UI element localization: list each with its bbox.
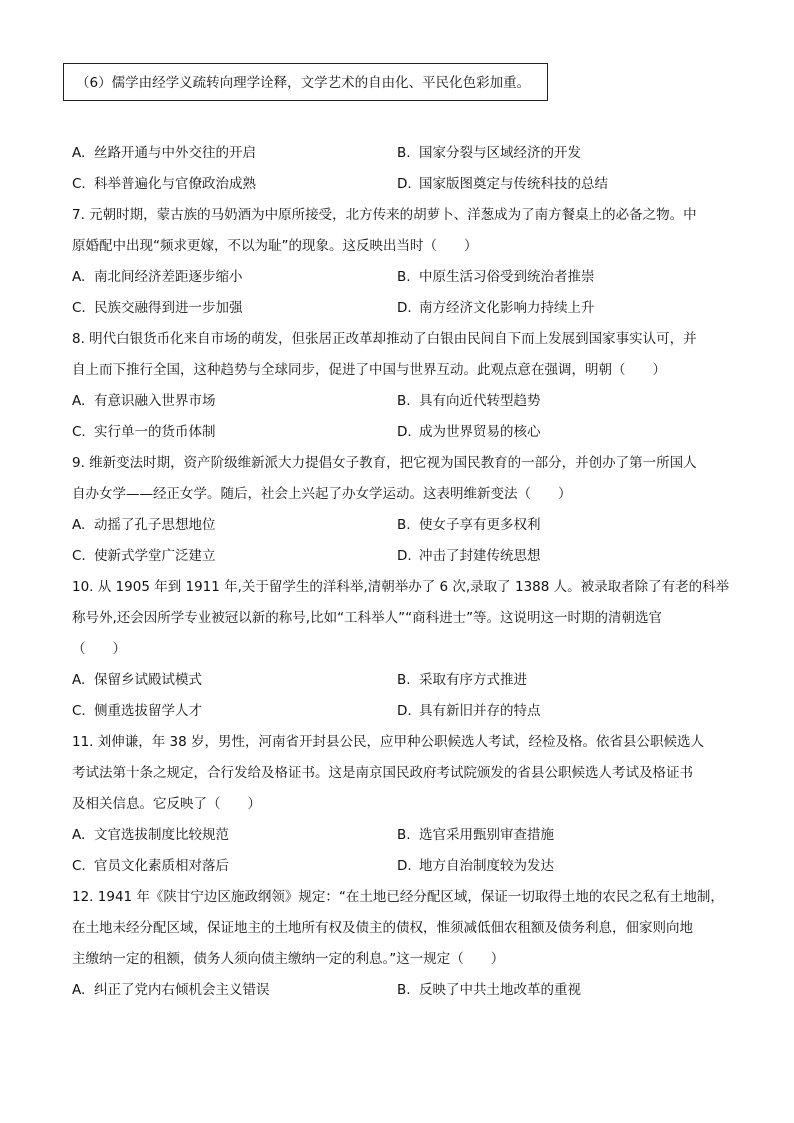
- q10-stem-line: （ ）: [72, 641, 126, 657]
- q6-options: [72, 138, 722, 200]
- q11-options: [72, 820, 722, 882]
- q12-options: [72, 975, 722, 1006]
- option-a[interactable]: A. 纠正了党内右倾机会主义错误: [72, 982, 270, 998]
- option-c[interactable]: C. 实行单一的货币体制: [72, 424, 216, 440]
- option-d[interactable]: D. 国家版图奠定与传统科技的总结: [397, 176, 608, 192]
- q12-stem-line: 主缴纳一定的租额，债务人须向债主缴纳一定的利息。”这一规定（ ）: [72, 951, 505, 967]
- option-c[interactable]: C. 使新式学堂广泛建立: [72, 548, 216, 564]
- option-c[interactable]: C. 官员文化素质相对落后: [72, 858, 229, 874]
- option-b[interactable]: B. 反映了中共土地改革的重视: [397, 982, 581, 998]
- option-c[interactable]: C. 民族交融得到进一步加强: [72, 300, 243, 316]
- q9-stem-line: 自办女学——经正女学。随后，社会上兴起了办女学运动。这表明维新变法（ ）: [72, 486, 572, 502]
- option-a[interactable]: A. 丝路开通与中外交往的开启: [72, 145, 256, 161]
- q11-stem-line: 及相关信息。它反映了（ ）: [72, 796, 261, 812]
- q9-stem-line: 9. 维新变法时期，资产阶级维新派大力提倡女子教育，把它视为国民教育的一部分，并创办了第一所国人: [72, 455, 697, 471]
- q8-stem-line: 8. 明代白银货币化来自市场的萌发，但张居正改革却推动了白银由民间自下而上发展到国家事实认可，并: [72, 331, 697, 347]
- q7-stem-line: 原婚配中出现“频求更嫁，不以为耻”的现象。这反映出当时（ ）: [72, 238, 478, 254]
- option-b[interactable]: B. 使女子享有更多权利: [397, 517, 541, 533]
- option-c[interactable]: C. 侧重选拔留学人才: [72, 703, 202, 719]
- q10-stem-line: 称号外,还会因所学专业被冠以新的称号,比如“工科举人”“商科进士”等。这说明这一时期的清朝选官: [72, 610, 663, 626]
- q10-stem-line: 10. 从 1905 年到 1911 年,关于留学生的洋科举,清朝举办了 6 次,录取了 1388 人。被录取者除了有老的科举: [72, 579, 730, 595]
- option-b[interactable]: B. 采取有序方式推进: [397, 672, 527, 688]
- boxed-statement: （6）儒学由经学义疏转向理学诠释，文学艺术的自由化、平民化色彩加重。: [63, 63, 548, 101]
- option-a[interactable]: A. 动摇了孔子思想地位: [72, 517, 216, 533]
- q11-stem-line: 11. 刘伸谦，年 38 岁，男性，河南省开封县公民，应甲种公职候选人考试，经检及格。依省县公职候选人: [72, 734, 705, 750]
- q9-options: [72, 510, 722, 572]
- q7-stem-line: 7. 元朝时期，蒙古族的马奶酒为中原所接受，北方传来的胡萝卜、洋葱成为了南方餐桌上的必备之物。中: [72, 207, 697, 223]
- q11-stem-line: 考试法第十条之规定，合行发给及格证书。这是南京国民政府考试院颁发的省县公职候选人考试及格证书: [72, 765, 693, 781]
- question-list: [72, 138, 730, 1006]
- option-b[interactable]: B. 具有向近代转型趋势: [397, 393, 541, 409]
- option-b[interactable]: B. 选官采用甄别审查措施: [397, 827, 554, 843]
- option-a[interactable]: A. 保留乡试殿试模式: [72, 672, 202, 688]
- option-d[interactable]: D. 南方经济文化影响力持续上升: [397, 300, 595, 316]
- q8-stem-line: 自上而下推行全国，这种趋势与全球同步，促进了中国与世界互动。此观点意在强调，明朝（ ）: [72, 362, 666, 378]
- option-d[interactable]: D. 成为世界贸易的核心: [397, 424, 541, 440]
- q7-options: [72, 262, 722, 324]
- q12-stem-line: 12. 1941 年《陕甘宁边区施政纲领》规定：“在土地已经分配区域，保证一切取得土地的农民之私有土地制，: [72, 889, 724, 905]
- option-c[interactable]: C. 科举普遍化与官僚政治成熟: [72, 176, 256, 192]
- option-d[interactable]: D. 地方自治制度较为发达: [397, 858, 554, 874]
- option-a[interactable]: A. 文官选拔制度比较规范: [72, 827, 229, 843]
- q10-options: [72, 665, 722, 727]
- option-a[interactable]: A. 有意识融入世界市场: [72, 393, 216, 409]
- option-b[interactable]: B. 国家分裂与区域经济的开发: [397, 145, 581, 161]
- option-a[interactable]: A. 南北间经济差距逐步缩小: [72, 269, 243, 285]
- option-d[interactable]: D. 具有新旧并存的特点: [397, 703, 541, 719]
- option-d[interactable]: D. 冲击了封建传统思想: [397, 548, 541, 564]
- option-b[interactable]: B. 中原生活习俗受到统治者推崇: [397, 269, 595, 285]
- q8-options: [72, 386, 722, 448]
- q12-stem-line: 在土地未经分配区域，保证地主的土地所有权及债主的债权，惟须减低佃农租额及债务利息，佃家则向地: [72, 920, 693, 936]
